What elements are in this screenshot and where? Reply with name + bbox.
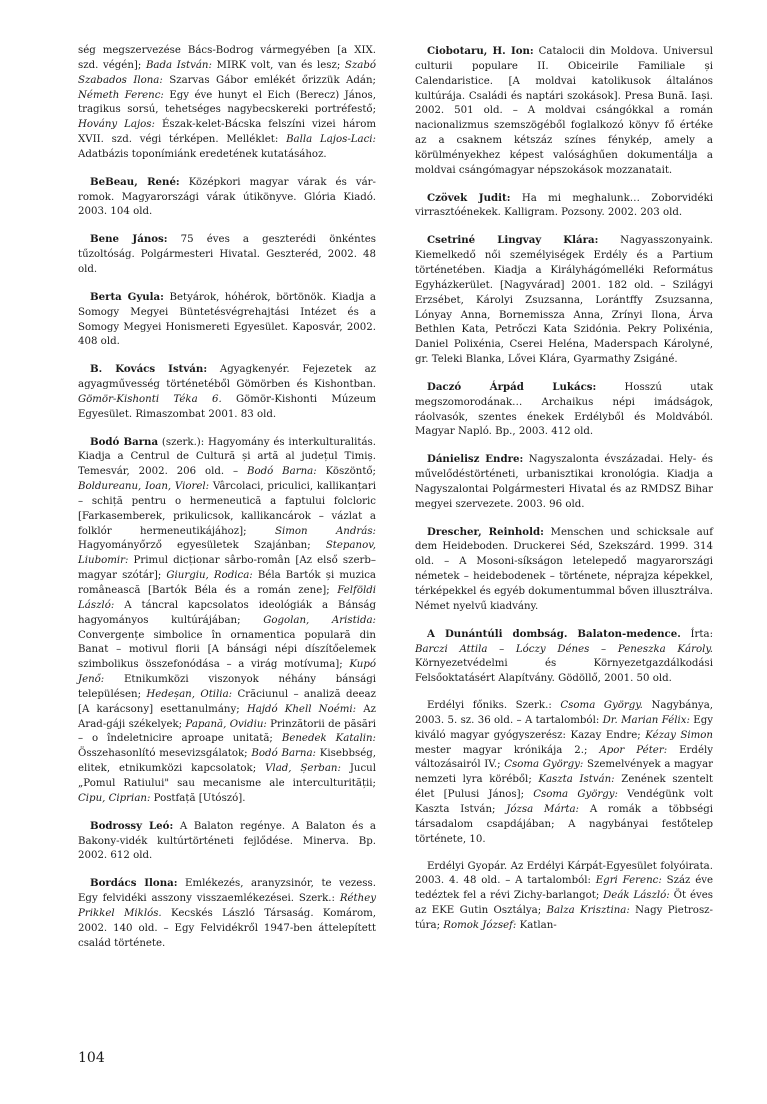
entry-segment: A Balaton regénye. A Balaton és a Bakony-vidék kultúrtörténeti fejlődése. Minerva. Bp. 2002. 612 old. [78, 820, 376, 862]
entry-segment: Száz éve tedéztek fel a révi Zichy-barlangot; [415, 875, 714, 902]
entry-segment: Észak-kelet-Bácska felszíni vizei három XVII. szd. végi térképen. Melléklet: [78, 119, 376, 146]
entry-italic: Giurgiu, Rodica: [166, 570, 253, 582]
bibliography-entry [78, 362, 376, 422]
bibliography-entry [415, 380, 713, 440]
entry-segment: Katlan- [516, 919, 557, 931]
entry-author: Bordács Ilona: [90, 877, 178, 890]
entry-italic: Csoma György: [504, 759, 584, 771]
bibliography-entry [415, 699, 713, 847]
entry-author: Daczó Árpád Lukács: [427, 380, 597, 393]
entry-italic: Barczi Attila – Lóczy Dénes – Peneszka Károly. [415, 643, 713, 655]
entry-segment: Összehasonlító mesevizsgálatok; [78, 748, 252, 760]
entry-text [415, 627, 713, 687]
entry-text [78, 819, 376, 865]
entry-segment: Írta: [680, 628, 713, 640]
entry-author: B. Kovács István: [90, 363, 208, 376]
entry-italic: Kézay Simon [645, 729, 713, 741]
entry-italic: Papană, Ovidiu: [185, 718, 267, 730]
entry-segment: Középkori magyar várak és vár-romok. Magyarországi várak útikönyve. Glória Kiadó. 2003. 104 old. [78, 176, 376, 218]
entry-italic: Gömör-Kishonti Téka 6. [78, 393, 222, 405]
entry-segment: Kecskés László Társaság. Komárom, 2002. 140 old. – Egy Felvidékről 1947-ben áttelepített család története. [78, 907, 376, 949]
right-column [415, 44, 713, 946]
entry-text [415, 191, 713, 222]
entry-segment: Gömör-Kishonti Múzeum Egyesület. Rimaszombat 2001. 83 old. [78, 393, 377, 420]
entry-segment: MIRK volt, van és lesz; [211, 59, 345, 71]
entry-italic: Felföldi László: [78, 585, 376, 611]
entry-segment: Agyagkenyér. Fejezetek az agyagművesség történetéből Gömörben és Kishontban. [78, 364, 377, 391]
entry-segment: Etnikumközi viszonyok néhány bánsági településen; [78, 674, 376, 700]
bibliography-entry [415, 525, 713, 615]
entry-italic: Szabó Szabados Ilona: [78, 59, 376, 86]
entry-author: Drescher, Reinhold: [427, 525, 544, 538]
entry-text [415, 699, 713, 847]
entry-segment: ség megszervezése Bács-Bodrog vármegyében [a XIX. szd. végén]; [78, 45, 376, 71]
entry-italic: Hedeșan, Otilia: [146, 688, 233, 700]
entry-author: Bodrossy Leó: [90, 819, 174, 832]
entry-italic: Apor Péter: [599, 744, 668, 756]
entry-segment: mester magyar krónikája 2.; [415, 744, 600, 756]
entry-author: Berta Gyula: [90, 290, 164, 303]
entry-italic: Egri Ferenc: [595, 875, 662, 887]
entry-text [415, 233, 713, 368]
entry-segment: Betyárok, hóhérok, börtönök. Kiadja a Somogy Megyei Büntetésvégrehajtási Intézet és a Somogy Megyei Honismereti Egyesület. Kaposvár, 2002. 408 old. [78, 291, 377, 348]
entry-text [415, 44, 713, 179]
entry-segment: Ha mi meghalunk… Zoborvidéki virrasztóénekek. Kalligram. Pozsony. 2002. 203 old. [415, 192, 713, 219]
entry-italic: Kupó Jenő: [78, 659, 376, 686]
entry-italic: Benedek Katalin: [281, 733, 376, 745]
entry-segment: Postfață [Utószó]. [150, 792, 246, 804]
entry-text [415, 525, 713, 615]
entry-author: A Dunántúli dombság. Balaton-medence. [427, 627, 681, 640]
entry-italic: Csoma György. [560, 700, 643, 712]
entry-segment: Egy kiváló magyar gyógyszerész: Kazay Endre; [415, 714, 714, 741]
entry-segment: Erdélyi Gyopár. Az Erdélyi Kárpát-Egyesület folyóirata. 2003. 4. 48 old. – A tartalomból: [415, 860, 713, 887]
bibliography-entry [78, 44, 376, 163]
entry-segment: Nagyszalonta évszázadai. Hely- és művelődéstörténeti, urbanisztikai kronológia. Kiadja a Nagyszalontai Polgármesteri Hivatal és az RMDSZ Bihar megyei szervezete. 2003. 96 old. [415, 454, 713, 510]
entry-italic: Réthey Prikkel Miklós. [78, 893, 376, 919]
entry-author: Bene János: [90, 233, 168, 246]
entry-segment: Nagybánya, 2003. 5. sz. 36 old. – A tartalomból: [415, 700, 714, 726]
entry-author: Czövek Judit: [427, 191, 511, 204]
entry-segment: Vendégünk volt Kaszta István; [415, 789, 713, 815]
entry-segment: Menschen und schicksale auf dem Heideboden. Druckerei Séd, Szekszárd. 1999. 314 old. – A Mosoni-síkságon letelepedő magyarországi németek – heidebodenek – története, néprajza képekkel, térképekkel és egyéb dokumentummal bőven illusztrálva. Német nyelvű kiadvány. [415, 526, 713, 612]
bibliography-entry [78, 175, 376, 221]
entry-text [78, 290, 376, 350]
entry-segment: Emlékezés, aranyzsinór, te vezess. Egy felvidéki asszony visszaemlékezései. Szerk.: [78, 878, 376, 905]
entry-segment: Köszöntő; [316, 466, 376, 478]
entry-segment: Erdély változásairól IV.; [415, 744, 713, 771]
bibliography-entry [415, 860, 713, 934]
bibliography-entry [78, 232, 376, 278]
bibliography-entry [78, 435, 376, 807]
entry-text [415, 860, 713, 934]
entry-text [78, 44, 376, 163]
entry-italic: Gogolan, Aristida: [263, 614, 376, 626]
entry-segment: Hosszú utak megszomorodának… Archaikus népi imádságok, ráolvasók, szentes énekek Erdélyből és Moldvából. Magyar Napló. Bp., 2003. 412 old. [415, 381, 713, 438]
bibliography-entry [415, 44, 713, 179]
entry-italic: Simon András: [274, 525, 376, 537]
entry-italic: Romok József: [443, 919, 517, 931]
bibliography-entry [415, 191, 713, 222]
entry-text [78, 362, 376, 422]
left-column [78, 44, 376, 963]
entry-author: Ciobotaru, H. Ion: [427, 45, 534, 57]
bibliography-entry [415, 233, 713, 368]
entry-text [415, 452, 713, 512]
entry-segment: A romák a többségi társadalom csapdájában; A nagybányai festőtelep története, 10. [415, 803, 713, 845]
entry-italic: Hajdó Khell Noémi: [246, 703, 357, 715]
entry-segment: Egy éve hunyt el Eich (Berecz) János, tragikus sorsú, tehetséges nagybecskereki portréfestő; [78, 89, 377, 116]
entry-italic: Kaszta István: [538, 774, 615, 786]
entry-segment: Vârcolaci, priculici, kallikanțari – schiță pentru o hermeneutică a faptului folcloric [Farkasemberek, prikulicsok, kallikancárok – vázlat a folklór hermeneutikájához]; [78, 481, 376, 537]
entry-segment: Erdélyi főniks. Szerk.: [427, 700, 561, 712]
entry-segment: Nagy Pietrosz-túra; [415, 905, 713, 931]
entry-segment: Crăciunul – analiză deeaz [A karácsony] esettanulmány; [78, 688, 376, 715]
entry-italic: Hovány Lajos: [78, 119, 155, 131]
entry-italic: Cipu, Ciprian: [78, 792, 151, 804]
entry-segment: 75 éves a geszterédi önkéntes tűzoltóság. Polgármesteri Hivatal. Geszteréd, 2002. 48 old. [78, 234, 376, 275]
entry-segment: Az Arad-gáji székelyek; [78, 703, 376, 730]
entry-text [78, 232, 376, 278]
entry-italic: Balla Lajos-Laci: [286, 134, 376, 146]
entry-text [78, 175, 376, 221]
entry-segment: Catalocii din Moldova. Universul culturii populare II. Obiceirile Familiale și Calendaristice. [A moldvai katolikusok általános kultúrája. Családi és naptári szokások]. Presa Bună. Iași. 2002. 501 old. – A moldvai csángókkal a román nacionalizmus szemszögéből foglalkozó könyv fő értéke az a csaknem kétszáz színes fénykép, amely a körülményekhez képest valósághűen dokumentálja a moldvai csángómagyar népszokások mozzanatait. [415, 46, 713, 176]
entry-segment: Primul dicționar sârbo-român [Az első szerb–magyar szótár]; [78, 555, 376, 582]
entry-text [78, 435, 376, 807]
entry-segment: Kisebbség, elitek, etnikumközi kapcsolatok; [78, 748, 376, 775]
entry-author: Bodó Barna [90, 435, 159, 448]
entry-italic: Deák László: [603, 890, 670, 902]
entry-segment: Szarvas Gábor emlékét őrizzük Adán; [162, 74, 376, 86]
entry-italic: Bodó Barna: [251, 748, 316, 760]
entry-segment: Öt éves az EKE Gutin Osztálya; [415, 890, 713, 917]
entry-segment: A táncral kapcsolatos ideológiák a Bánság hagyományos kultúrájában; [78, 599, 376, 626]
entry-segment: Prinzătorii de păsări – o îndeletnicire aproape unitată; [78, 718, 377, 745]
entry-italic: Boldureanu, Ioan, Viorel: [78, 481, 210, 493]
bibliography-entry [78, 290, 376, 350]
bibliography-entry [78, 876, 376, 951]
entry-italic: Stepanov, Liubomir: [78, 540, 376, 567]
bibliography-entry [415, 627, 713, 687]
entry-text [78, 876, 376, 951]
page-number: 104 [78, 1050, 105, 1066]
entry-author: Dánielisz Endre: [427, 453, 524, 466]
entry-italic: Csoma György: [533, 789, 618, 801]
bibliography-entry [415, 452, 713, 512]
bibliography-entry [78, 819, 376, 865]
entry-segment: Szemelvények a magyar nemzeti lyra köréből; [415, 759, 714, 786]
entry-segment: Nagyasszonyaink. Kiemelkedő női személyiségek Erdély és a Partium történetében. Kiadja a Királyhágómelléki Református Egyházkerület. [Nagyvárad] 2001. 182 old. – Szilágyi Erzsébet, Károlyi Zsuzsanna, Lorántffy Zsuzsanna, Lónyay Anna, Bornemissza Anna, Zrínyi Ilona, Árva Bethlen Kata, Petrőczi Kata Szidónia. Pekry Polixénia, Daniel Polixénia, Cserei Heléna, Maderspach Károlyné, gr. Teleki Blanka, Lővei Klára, Gyarmathy Zsigáné. [415, 235, 714, 366]
entry-italic: Józsa Márta: [506, 803, 579, 815]
entry-segment: Hagyományőrző egyesületek Szajánban; [78, 540, 326, 552]
entry-italic: Dr. Marian Félix: [602, 714, 690, 726]
entry-italic: Bodó Barna: [247, 466, 317, 478]
entry-segment: Zenének szentelt élet [Pulusi János]; [415, 774, 713, 801]
entry-italic: Balza Krisztina: [546, 905, 630, 917]
entry-italic: Bada István: [145, 59, 212, 71]
entry-segment: Jucul „Pomul Ratiului" sau mecanisme ale interculturității; [78, 763, 376, 789]
entry-segment: Convergențe simbolice în ornamentica populară din Banat – motivul florii [A bánsági népi díszítőelemek szimbolikus összefonódása – a virág motívuma]; [78, 629, 376, 671]
entry-author: BeBeau, René: [90, 175, 180, 188]
entry-italic: Németh Ferenc: [78, 89, 164, 101]
entry-segment: Környezetvédelmi és Környezetgazdálkodási Felsőoktatásért Alapítvány. Gödöllő, 2001. 50 old. [415, 658, 713, 685]
entry-segment: (szerk.): Hagyomány és interkulturalitás. Kiadja a Centrul de Cultură și artă al județul Timiș. Temesvár, 2002. 206 old. – [78, 436, 376, 478]
entry-segment: Adatbázis toponímiánk eredetének kutatásához. [78, 148, 327, 160]
entry-segment: Béla Bartók și muzica românească [Bartók Béla és a román zene]; [78, 570, 376, 596]
entry-italic: Vlad, Șerban: [265, 763, 341, 775]
entry-author: Csetriné Lingvay Klára: [427, 234, 599, 247]
entry-text [415, 380, 713, 440]
